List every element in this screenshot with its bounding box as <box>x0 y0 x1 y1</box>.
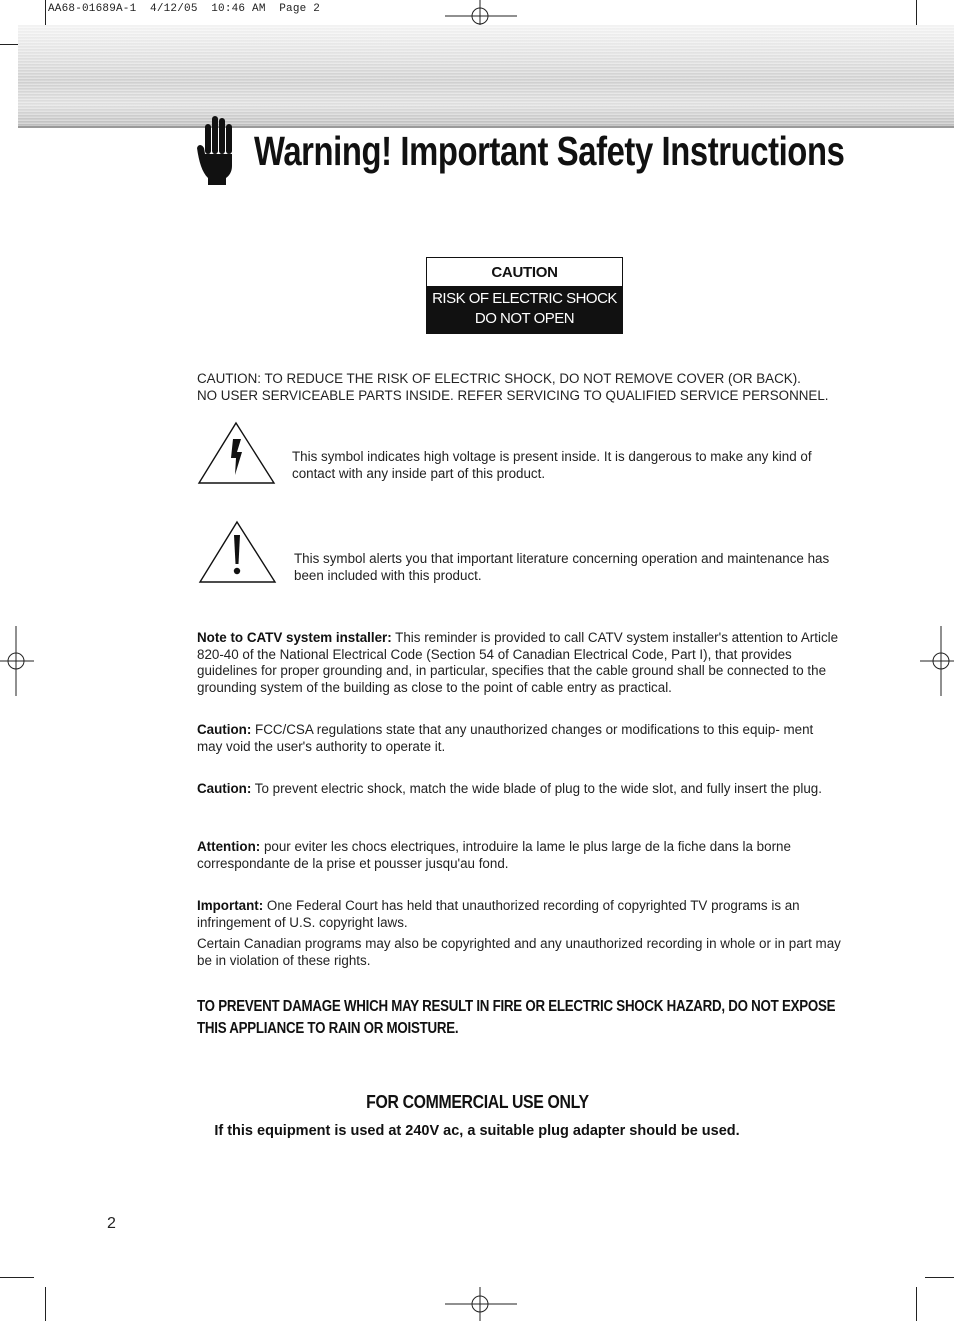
plug-caution <box>197 781 853 798</box>
exclamation-triangle-icon <box>198 520 278 584</box>
hand-stop-icon <box>196 114 242 186</box>
catv-note-label: Note to CATV system installer: <box>197 630 392 645</box>
alert-symbol-text: This symbol alerts you that important literature concerning operation and maintenance has been included with this product. <box>294 551 830 583</box>
caution-statement-line1: CAUTION: TO REDUCE THE RISK OF ELECTRIC SHOCK, DO NOT REMOVE COVER (OR BACK). <box>197 371 801 386</box>
crop-mark <box>0 1277 34 1278</box>
caution-label-heading: CAUTION <box>491 264 558 281</box>
voltage-symbol-text: This symbol indicates high voltage is present inside. It is dangerous to make any kind of contact with any inside part of this product. <box>292 449 812 481</box>
attention-label: Attention: <box>197 839 261 854</box>
print-header: AA68-01689A-1 4/12/05 10:46 AM Page 2 <box>48 3 321 15</box>
lightning-triangle-icon <box>197 421 277 485</box>
commercial-note: If this equipment is used at 240V ac, a suitable plug adapter should be used. <box>214 1123 740 1139</box>
fcc-caution-label: Caution: <box>197 722 252 737</box>
page-number: 2 <box>107 1215 116 1232</box>
catv-note <box>197 630 853 696</box>
prevent-damage-line1: TO PREVENT DAMAGE WHICH MAY RESULT IN FIRE OR ELECTRIC SHOCK HAZARD, DO NOT EXPOSE <box>197 998 836 1015</box>
attention-note <box>197 839 853 872</box>
registration-mark-bottom <box>445 1287 517 1321</box>
registration-mark-left <box>0 626 34 696</box>
page-title: Warning! Important Safety Instructions <box>254 128 845 174</box>
important-label: Important: <box>197 898 264 913</box>
catv-note-text: This reminder is provided to call CATV system installer's attention to Article 820-40 of the National Electrical Code (Section 54 of Canadian Electrical Code, Part I), that provides guidelines for proper grounding and, in particular, specifies that the cable ground shall be connected to the grounding system of the building as close to the point of cable entry as practical. <box>197 630 839 695</box>
caution-statement <box>197 371 897 404</box>
registration-mark-right <box>920 626 954 696</box>
crop-mark <box>925 1277 954 1278</box>
plug-caution-label: Caution: <box>197 781 252 796</box>
crop-mark <box>916 1287 917 1321</box>
commercial-heading-text: FOR COMMERCIAL USE ONLY <box>365 1092 589 1112</box>
fcc-caution <box>197 722 837 755</box>
prevent-damage-warning <box>197 996 857 1040</box>
crop-mark <box>45 1287 46 1321</box>
header-banner <box>18 25 954 127</box>
fcc-caution-text: FCC/CSA regulations state that any unauthorized changes or modifications to this equip- ment may void the user's authority to operate it. <box>197 722 814 754</box>
caution-label-body <box>427 286 622 333</box>
important-note <box>197 898 847 931</box>
commercial-heading <box>0 1092 954 1113</box>
caution-statement-line2: NO USER SERVICEABLE PARTS INSIDE. REFER SERVICING TO QUALIFIED SERVICE PERSONNEL. <box>197 387 829 403</box>
attention-text: pour eviter les chocs electriques, introduire la lame le plus large de la fiche dans la borne correspondante de la prise et pousser jusqu'au fond. <box>197 839 791 871</box>
important-text: One Federal Court has held that unauthorized recording of copyrighted TV programs is an infringement of U.S. copyright laws. <box>197 898 800 930</box>
canadian-note: Certain Canadian programs may also be copyrighted and any unauthorized recording in whole or in part may be in violation of these rights. <box>197 936 841 968</box>
prevent-damage-line2: THIS APPLIANCE TO RAIN OR MOISTURE. <box>197 1020 459 1037</box>
caution-label-line1: RISK OF ELECTRIC SHOCK <box>432 290 617 307</box>
caution-label-line2: DO NOT OPEN <box>474 310 575 327</box>
plug-caution-text: To prevent electric shock, match the wide blade of plug to the wide slot, and fully insert the plug. <box>251 781 822 796</box>
caution-label <box>426 257 623 334</box>
